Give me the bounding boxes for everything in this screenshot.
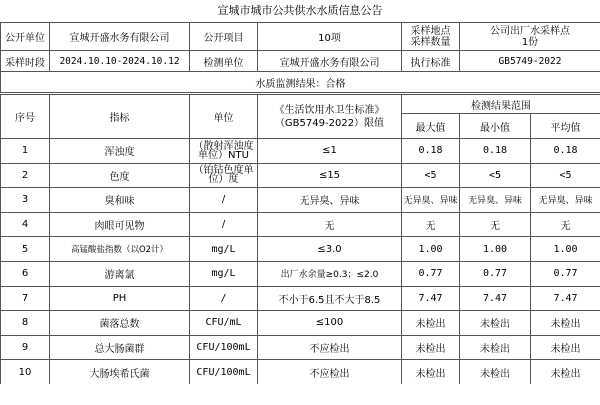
row-max: 0.77 <box>402 261 460 286</box>
row-indicator: 高锰酸盐指数（以O2计） <box>50 237 190 262</box>
row-max: 无 <box>402 212 460 237</box>
row-avg: 未检出 <box>531 311 600 336</box>
table-row <box>1 237 600 262</box>
location-label <box>402 23 460 51</box>
row-min: 未检出 <box>460 335 531 360</box>
row-no: 8 <box>1 311 50 336</box>
row-unit: CFU/100mL <box>190 335 258 360</box>
table-row <box>1 139 600 164</box>
location-value-1: 公司出厂水采样点 <box>490 25 570 37</box>
row-no: 1 <box>1 139 50 164</box>
row-indicator: 游离氯 <box>50 261 190 286</box>
row-unit: CFU/100mL <box>190 360 258 384</box>
row-indicator: 浑浊度 <box>50 139 190 164</box>
row-no: 3 <box>1 188 50 213</box>
row-indicator: PH <box>50 286 190 311</box>
row-max: 0.18 <box>402 139 460 164</box>
row-unit: （散射浑浊度单位）NTU <box>190 139 258 164</box>
row-no: 9 <box>1 335 50 360</box>
row-no: 7 <box>1 286 50 311</box>
row-max: 7.47 <box>402 286 460 311</box>
header-min: 最小值 <box>460 114 531 139</box>
header-no: 序号 <box>1 95 50 139</box>
row-no: 5 <box>1 237 50 262</box>
header-limit-line-1: 《生活饮用水卫生标准》 <box>274 104 385 116</box>
row-no: 10 <box>1 360 50 384</box>
row-avg: 无 <box>531 212 600 237</box>
row-min: 无异臭、异味 <box>460 188 531 213</box>
header-limit <box>258 95 402 139</box>
table-row <box>1 163 600 188</box>
row-min: 1.00 <box>460 237 531 262</box>
row-max: 无异臭、异味 <box>402 188 460 213</box>
row-unit: （铂钴色度单位）度 <box>190 163 258 188</box>
row-limit: ≤3.0 <box>258 237 402 262</box>
row-avg: <5 <box>531 163 600 188</box>
row-max: <5 <box>402 163 460 188</box>
period-label: 采样时段 <box>1 51 50 72</box>
header-unit: 单位 <box>190 95 258 139</box>
header-avg: 平均值 <box>531 114 600 139</box>
row-avg: 7.47 <box>531 286 600 311</box>
row-indicator: 臭和味 <box>50 188 190 213</box>
header-max: 最大值 <box>402 114 460 139</box>
lab-label: 检测单位 <box>190 51 258 72</box>
row-unit: / <box>190 286 258 311</box>
row-avg: 0.77 <box>531 261 600 286</box>
row-min: 7.47 <box>460 286 531 311</box>
table-row <box>1 261 600 286</box>
row-no: 2 <box>1 163 50 188</box>
row-max: 1.00 <box>402 237 460 262</box>
header-range: 检测结果范围 <box>402 95 600 114</box>
row-avg: 未检出 <box>531 335 600 360</box>
location-label-2: 采样数量 <box>410 36 451 48</box>
row-indicator: 总大肠菌群 <box>50 335 190 360</box>
lab-value: 宣城开盛水务有限公司 <box>258 51 402 72</box>
row-avg: 未检出 <box>531 360 600 384</box>
items-value: 10项 <box>258 23 402 51</box>
row-limit: 无异臭、异味 <box>258 188 402 213</box>
table-row <box>1 188 600 213</box>
row-limit: 出厂水余量≥0.3；≤2.0 <box>258 261 402 286</box>
unit-value: 宣城开盛水务有限公司 <box>50 23 190 51</box>
row-no: 6 <box>1 261 50 286</box>
items-label: 公开项目 <box>190 23 258 51</box>
table-row <box>1 360 600 384</box>
row-unit: / <box>190 188 258 213</box>
location-value-2: 1份 <box>521 36 539 48</box>
row-limit: 不应检出 <box>258 360 402 384</box>
row-min: 未检出 <box>460 311 531 336</box>
row-indicator: 色度 <box>50 163 190 188</box>
table-row <box>1 286 600 311</box>
results-table <box>0 94 600 384</box>
row-limit: 无 <box>258 212 402 237</box>
row-no: 4 <box>1 212 50 237</box>
standard-value: GB5749-2022 <box>460 51 600 72</box>
row-max: 未检出 <box>402 335 460 360</box>
row-min: 未检出 <box>460 360 531 384</box>
unit-label: 公开单位 <box>1 23 50 51</box>
row-limit: 不小于6.5且不大于8.5 <box>258 286 402 311</box>
row-unit: / <box>190 212 258 237</box>
row-limit: 不应检出 <box>258 335 402 360</box>
row-min: 无 <box>460 212 531 237</box>
row-min: <5 <box>460 163 531 188</box>
row-limit: ≤100 <box>258 311 402 336</box>
row-avg: 无异臭、异味 <box>531 188 600 213</box>
row-max: 未检出 <box>402 360 460 384</box>
page-title: 宣城市城市公共供水水质信息公告 <box>217 4 383 17</box>
info-table <box>0 22 600 93</box>
row-limit: ≤15 <box>258 163 402 188</box>
header-limit-line-2: （GB5749-2022）限值 <box>274 117 385 129</box>
standard-label: 执行标准 <box>402 51 460 72</box>
row-indicator: 菌落总数 <box>50 311 190 336</box>
header-indicator: 指标 <box>50 95 190 139</box>
result-status: 水质监测结果：合格 <box>1 72 600 93</box>
location-value <box>460 23 600 51</box>
period-value: 2024.10.10-2024.10.12 <box>50 51 190 72</box>
row-limit: ≤1 <box>258 139 402 164</box>
row-min: 0.18 <box>460 139 531 164</box>
row-avg: 1.00 <box>531 237 600 262</box>
table-row <box>1 311 600 336</box>
row-max: 未检出 <box>402 311 460 336</box>
row-unit: mg/L <box>190 261 258 286</box>
row-min: 0.77 <box>460 261 531 286</box>
table-row <box>1 335 600 360</box>
row-indicator: 肉眼可见物 <box>50 212 190 237</box>
table-row <box>1 212 600 237</box>
row-avg: 0.18 <box>531 139 600 164</box>
row-unit: mg/L <box>190 237 258 262</box>
row-unit: CFU/mL <box>190 311 258 336</box>
row-indicator: 大肠埃希氏菌 <box>50 360 190 384</box>
location-label-1: 采样地点 <box>410 25 451 37</box>
